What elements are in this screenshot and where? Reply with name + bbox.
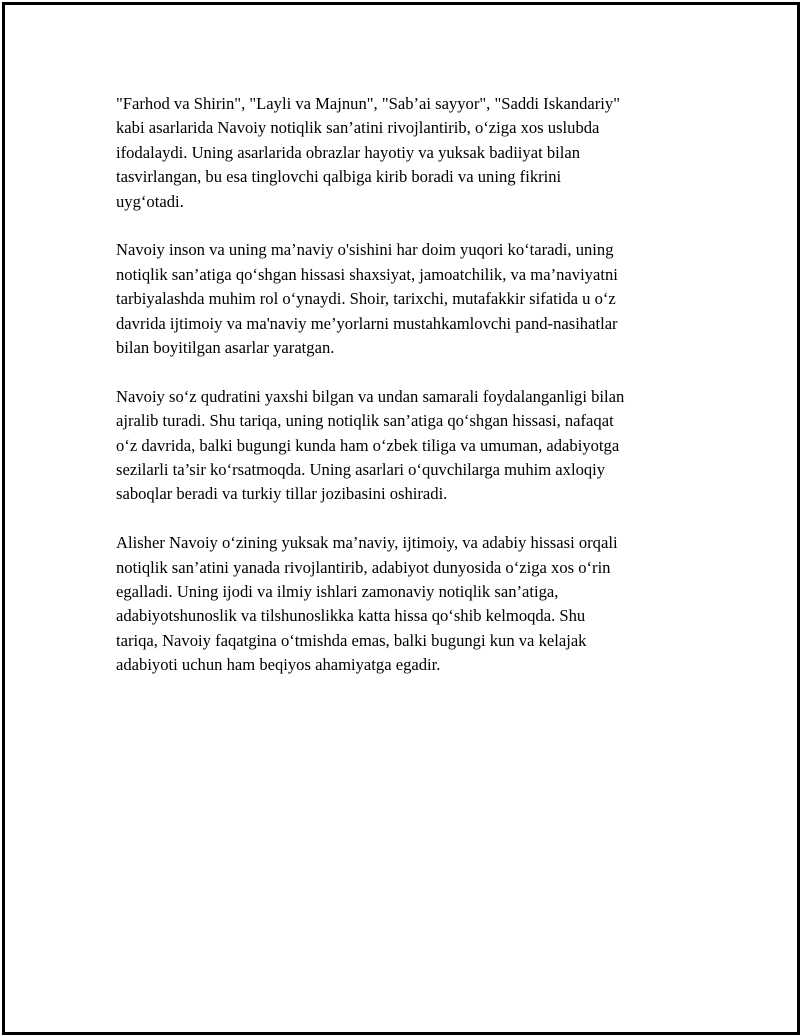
paragraph-1-line-4: tasvirlangan, bu esa tinglovchi qalbiga kirib boradi va uning fikrini bbox=[116, 167, 562, 187]
paragraph-4-line-2: notiqlik san’atini yanada rivojlantirib, adabiyot dunyosida o‘ziga xos o‘rin bbox=[116, 557, 611, 577]
paragraph-4-line-3: egalladi. Uning ijodi va ilmiy ishlari zamonaviy notiqlik san’atiga, bbox=[116, 582, 559, 602]
paragraph-2-line-5: bilan boyitilgan asarlar yaratgan. bbox=[116, 338, 335, 358]
paragraph-1-line-1: "Farhod va Shirin", "Layli va Majnun", "Sab’ai sayyor", "Saddi Iskandariy" bbox=[116, 94, 620, 113]
paragraph-1-line-2: kabi asarlarida Navoiy notiqlik san’atini rivojlantirib, o‘ziga xos uslubda bbox=[116, 118, 600, 138]
paragraph-2 bbox=[116, 238, 688, 360]
paragraph-4-line-5: tariqa, Navoiy faqatgina o‘tmishda emas, balki bugungi kun va kelajak bbox=[116, 630, 587, 650]
paragraph-2-line-4: davrida ijtimoiy va ma'naviy me’yorlarni mustahkamlovchi pand-nasihatlar bbox=[116, 313, 618, 333]
paragraph-3-line-2: ajralib turadi. Shu tariqa, uning notiqlik san’atiga qo‘shgan hissasi, nafaqat bbox=[116, 411, 614, 431]
paragraph-2-line-2: notiqlik san’atiga qo‘shgan hissasi shaxsiyat, jamoatchilik, va ma’naviyatni bbox=[116, 264, 618, 284]
paragraph-2-line-1: Navoiy inson va uning ma’naviy o'sishini har doim yuqori ko‘taradi, uning bbox=[116, 240, 614, 260]
paragraph-3-line-5: saboqlar beradi va turkiy tillar jozibasini oshiradi. bbox=[116, 484, 448, 504]
paragraph-3 bbox=[116, 385, 688, 507]
paragraph-1-line-3: ifodalaydi. Uning asarlarida obrazlar hayotiy va yuksak badiiyat bilan bbox=[116, 142, 581, 162]
paragraph-2-line-3: tarbiyalashda muhim rol o‘ynaydi. Shoir, tarixchi, mutafakkir sifatida u o‘z bbox=[116, 289, 616, 309]
paragraph-3-line-4: sezilarli ta’sir ko‘rsatmoqda. Uning asarlari o‘quvchilarga muhim axloqiy bbox=[116, 460, 606, 480]
paragraph-3-line-1: Navoiy so‘z qudratini yaxshi bilgan va undan samarali foydalanganligi bilan bbox=[116, 386, 625, 406]
document-body bbox=[116, 92, 688, 702]
paragraph-4-line-6: adabiyoti uchun ham beqiyos ahamiyatga egadir. bbox=[116, 655, 441, 675]
paragraph-4-line-1: Alisher Navoiy o‘zining yuksak ma’naviy, ijtimoiy, va adabiy hissasi orqali bbox=[116, 533, 618, 553]
paragraph-3-line-3: o‘z davrida, balki bugungi kunda ham o‘zbek tiliga va umuman, adabiyotga bbox=[116, 435, 620, 455]
paragraph-4 bbox=[116, 531, 688, 677]
paragraph-4-line-4: adabiyotshunoslik va tilshunoslikka katta hissa qo‘shib kelmoqda. Shu bbox=[116, 606, 586, 626]
paragraph-1 bbox=[116, 92, 688, 214]
paragraph-1-line-5: uyg‘otadi. bbox=[116, 191, 184, 211]
